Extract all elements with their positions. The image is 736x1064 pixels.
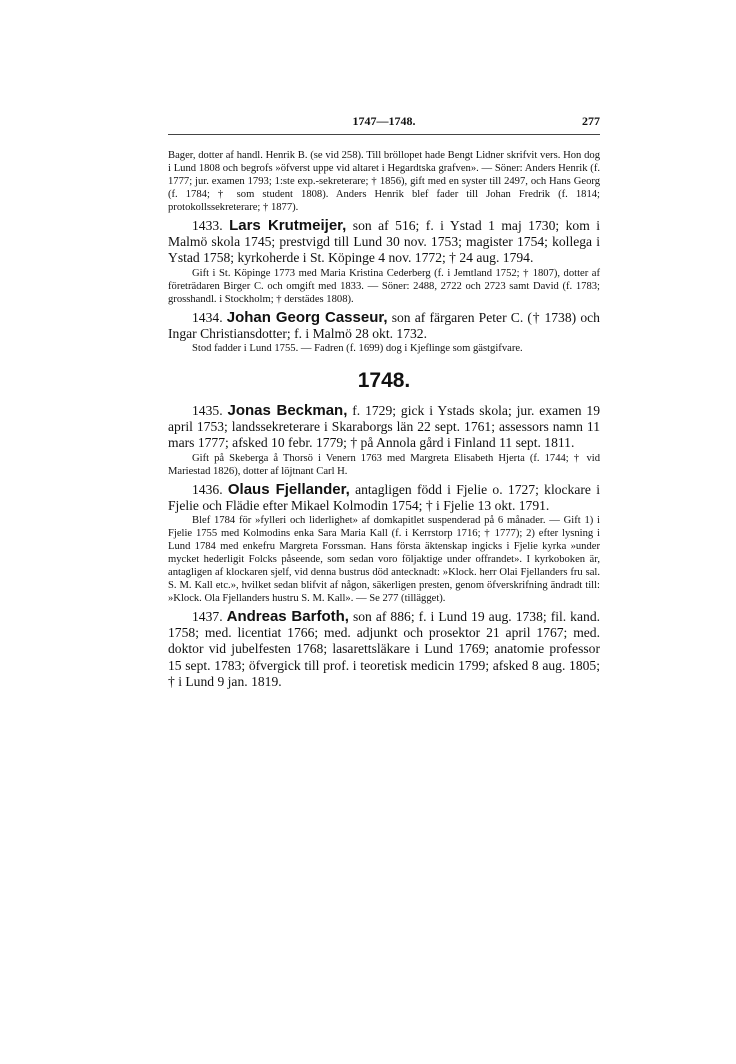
entry-note: Gift i St. Köpinge 1773 med Maria Kristina Cederberg (f. i Jemtland 1752; † 1807), dotter af företrädaren Birger C. och omgift med 1833. — Söner: 2488, 2722 och 2723 samt David (f. 1783; grosshandl. i Stockholm; † derstädes 1808). [168, 267, 600, 305]
entry-number: 1436. [192, 481, 223, 497]
year-heading: 1748. [357, 369, 411, 393]
entry-name: Lars Krutmeijer, [229, 217, 347, 234]
entry-note: Gift på Skeberga å Thorsö i Venern 1763 med Margreta Elisabeth Hjerta (f. 1744; † vid Mariestad 1826), dotter af löjtnant Carl H. [168, 452, 600, 477]
entry-name: Johan Georg Casseur, [226, 308, 388, 326]
entry-number: 1434. [192, 309, 223, 325]
entry-1435 [168, 403, 600, 452]
entry-text: son af 886; f. i Lund 19 aug. 1738; fil. kand. 1758; med. licentiat 1766; med. adjunkt och prosektor 21 april 1767; med. doktor vid jubelfesten 1768; lasarettsläkare i Lund 1769; anatomie professor 15 sept. 1783; öfvergick till prof. i teoretisk medicin 1799; afsked 8 aug. 1805; † i Lund 9 jan. 1819. [168, 609, 601, 689]
entry-1437 [168, 609, 600, 690]
entry-name: Andreas Barfoth, [226, 608, 349, 626]
page-number: 277 [582, 114, 600, 128]
entry-text: f. 1729; gick i Ystads skola; jur. examen 19 april 1753; landssekreterare i Skaraborgs län 22 sept. 1761; assessors namn 11 mars 1777; afsked 10 febr. 1779; † på Annola gård i Finland 11 sept. 1811. [168, 403, 600, 451]
entry-note: Stod fadder i Lund 1755. — Fadren (f. 1699) dog i Kjeflinge som gästgifvare. [192, 343, 523, 355]
entry-text: antagligen född i Fjelie o. 1727; klockare i Fjelie och Flädie efter Mikael Kolmodin 1754; † i Fjelie 13 okt. 1791. [168, 481, 600, 513]
entry-number: 1435. [192, 403, 223, 419]
entry-number: 1437. [192, 609, 223, 625]
book-page [168, 112, 600, 690]
entry-text: son af färgaren Peter C. († 1738) och Ingar Christiansdotter; f. i Malmö 28 okt. 1732. [168, 309, 600, 341]
running-title: 1747—1748. [352, 114, 416, 128]
entry-name: Jonas Beckman, [227, 402, 348, 420]
entry-name: Olaus Fjellander, [227, 480, 350, 498]
running-head [168, 112, 600, 134]
header-rule [168, 134, 600, 135]
continuation-paragraph: Bager, dotter af handl. Henrik B. (se vid 258). Till bröllopet hade Bengt Lidner skrifvit vers. Hon dog i Lund 1808 och begrofs »öfverst uppe vid altaret i Hegardtska grafven». — Söner: Anders Henrik (f. 1777; jur. examen 1793; 1:ste exp.-sekreterare; † 1856), gift med en syster till 2497, och Hans Georg (f. 1784; † som student 1808). Anders Henrik blef fader till Johan Fredrik (f. 1814; protokollssekreterare; † 1877). [168, 150, 600, 213]
entry-1436 [168, 482, 600, 514]
entry-number: 1433. [192, 218, 223, 233]
entry-note: Blef 1784 för »fylleri och liderlighet» af domkapitlet suspenderad på 6 månader. — Gift 1) i Fjelie 1755 med Kolmodins enka Sara Maria Kall (f. i Kerrstorp 1716; † 1777); 2) efter lysning i Lund 1784 med enkefru Margreta Forssman. Hans första äktenskap ingicks i Fjelie kyrka »under mycket hederligit Folcks påseende, som sedan voro följaktige under offrandet». I kyrkoboken är, antagligen af klockaren sjelf, vid denna bustrus död antecknadt: »Klock. herr Olai Fjellanders fru sal. S. M. Kall etc.», hvilket sedan blifvit af någon, säkerligen presten, genom öfverskrifning ändradt till: »Klock. Ola Fjellanders hustru S. M. Kall». — Se 277 (tillägget). [168, 515, 600, 605]
entry-1434 [168, 310, 600, 342]
entry-text: son af 516; f. i Ystad 1 maj 1730; kom i Malmö skola 1745; prestvigd till Lund 30 nov. 1753; magister 1754; kollega i Ystad 1758; kyrkoherde i St. Köpinge 4 nov. 1772; † 24 aug. 1794. [168, 218, 601, 266]
entry-1433 [168, 218, 600, 267]
